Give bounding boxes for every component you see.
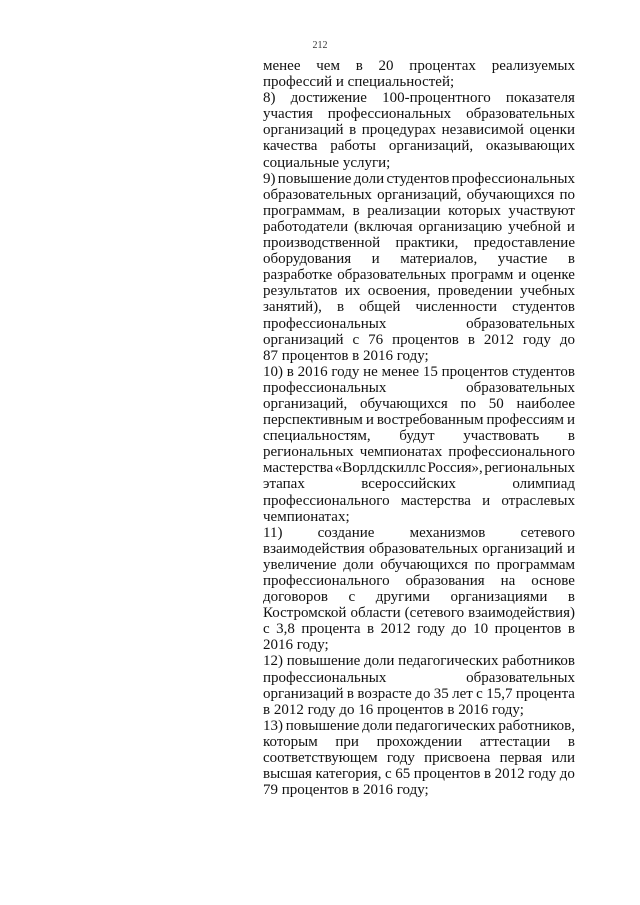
word: основе (531, 573, 575, 589)
text-line (263, 750, 575, 766)
text-line (263, 718, 575, 734)
text-line (263, 138, 575, 154)
word: аттестации (479, 733, 551, 750)
word: повышение (277, 170, 352, 187)
word: 20 (378, 58, 394, 74)
text-line (263, 219, 575, 235)
word: программ (451, 267, 514, 284)
word: 13) (263, 717, 283, 734)
word: реализации (367, 202, 441, 219)
word: по (474, 556, 491, 573)
word: до (559, 331, 575, 348)
word: образования (405, 573, 485, 589)
word: повышение (286, 653, 361, 670)
word: в (484, 766, 492, 783)
text-line (263, 171, 575, 187)
text-line (263, 348, 575, 364)
word: программам, (263, 202, 346, 219)
text-line (263, 364, 575, 380)
word: 35 (433, 685, 449, 702)
word: в (336, 299, 345, 316)
word: чемпионатах (359, 444, 443, 461)
word: оценке (531, 267, 575, 284)
word: образовательных (263, 186, 372, 203)
word: менее (381, 363, 420, 380)
text-line (263, 122, 575, 138)
word: отраслевых (501, 492, 575, 509)
word: профессионального (263, 573, 390, 589)
word: региональных (263, 444, 354, 461)
word: 2012 (380, 621, 411, 638)
word: и (566, 218, 575, 235)
word: образовательных (466, 106, 575, 123)
text-line (263, 90, 575, 106)
text-line (263, 203, 575, 219)
word: и (365, 412, 374, 429)
word: процента (515, 685, 575, 702)
word: профессиональных (327, 106, 452, 123)
word: педагогических (398, 653, 499, 670)
word: доли (364, 653, 395, 670)
word: организаций (482, 540, 563, 557)
word: результатов (263, 283, 338, 300)
word: проведении (437, 283, 513, 300)
text-line (263, 155, 575, 171)
word: увеличение (263, 556, 337, 573)
word: участие (497, 251, 548, 268)
word: участвуют (508, 202, 575, 219)
word: году (417, 621, 446, 638)
word: этапах (263, 476, 305, 493)
text-line (263, 525, 575, 541)
word: организаций, (388, 138, 474, 155)
text-line (263, 557, 575, 573)
word: обучающихся (380, 556, 468, 573)
word: году (331, 363, 360, 380)
word: процентах (409, 58, 476, 74)
word: взаимодействия) (468, 605, 575, 622)
word: образовательных (466, 379, 575, 396)
word: наиболее (516, 395, 575, 412)
word: всероссийских (361, 476, 456, 493)
word: 87 процентов в 2016 году; (263, 347, 429, 364)
word: доли (353, 170, 385, 187)
word: работы (330, 138, 376, 155)
word: образовательных (466, 315, 575, 332)
word: с (476, 685, 483, 702)
text-line (263, 605, 575, 621)
text-line (263, 251, 575, 267)
word: сетевого (520, 524, 575, 541)
word: качества (263, 138, 318, 155)
word: не (363, 363, 378, 380)
word: профессиональных (263, 669, 387, 686)
word: в (567, 621, 575, 638)
word: их (344, 283, 361, 300)
text-line (263, 541, 575, 557)
word: предоставление (473, 235, 575, 252)
word: региональных (484, 460, 575, 477)
word: 100-процентного (382, 90, 491, 107)
word: до (559, 766, 575, 783)
word: общей (359, 299, 401, 316)
text-line (263, 509, 575, 525)
word: студентов (512, 363, 575, 380)
word: другими (375, 589, 430, 606)
text-line (263, 637, 575, 653)
text-line (263, 332, 575, 348)
word: в (355, 58, 363, 74)
word: 15,7 (486, 685, 513, 702)
word: процента (301, 621, 361, 638)
word: которых (448, 202, 501, 219)
word: повышение (285, 717, 360, 734)
word: профессионального (263, 492, 390, 509)
word: на (500, 573, 516, 589)
word: работодатели (263, 218, 349, 235)
word: взаимодействия (263, 540, 365, 557)
word: работников (502, 653, 575, 670)
word: образовательных (337, 267, 447, 284)
text-line (263, 74, 575, 90)
word: мастерства (400, 492, 471, 509)
word: 9) (263, 170, 276, 187)
word: процентов (441, 363, 509, 380)
text-line (263, 396, 575, 412)
text-line (263, 106, 575, 122)
word: механизмов (409, 524, 486, 541)
word: разработке (263, 267, 333, 284)
word: профессий и специальностей; (263, 74, 455, 91)
word: освоения, (367, 283, 431, 300)
word: оказывающих (485, 138, 575, 155)
text-line (263, 412, 575, 428)
word: организаций, (263, 395, 348, 412)
word: с (385, 766, 392, 783)
word: 76 (368, 331, 384, 348)
word: Костромской (263, 605, 347, 622)
word: Россия», (427, 460, 483, 477)
word: в (567, 589, 575, 606)
word: показателя (505, 90, 575, 107)
word: обучающихся (360, 395, 448, 412)
word: в (567, 733, 575, 750)
word: занятий), (263, 299, 322, 316)
word: с (348, 589, 356, 606)
word: области (350, 605, 401, 622)
word: перспективным (263, 412, 363, 429)
word: с (352, 331, 360, 348)
word: в (352, 202, 360, 219)
word: учебной (508, 218, 562, 235)
word: в (349, 122, 357, 139)
word: в (286, 363, 294, 380)
text-line (263, 702, 575, 718)
word: году (522, 331, 551, 348)
word: высшая (263, 766, 312, 783)
text-line (263, 460, 575, 476)
word: создание (317, 524, 375, 541)
word: 12) (263, 653, 283, 670)
word: профессиональных (263, 315, 387, 332)
word: численности (415, 299, 498, 316)
word: лет (452, 685, 473, 702)
word: обучающихся (466, 186, 555, 203)
word: в (346, 685, 354, 702)
word: организаций, (377, 186, 462, 203)
word: достижение (290, 90, 367, 107)
word: и (518, 267, 527, 284)
word: в 2012 году до 16 процентов в 2016 году; (263, 701, 524, 718)
paragraph (263, 58, 575, 90)
text-line (263, 653, 575, 669)
word: студентов (512, 299, 575, 316)
word: производственной (263, 235, 381, 252)
text-line (263, 734, 575, 750)
word: 2012 (483, 331, 514, 348)
word: до (415, 685, 431, 702)
word: 2016 (297, 363, 328, 380)
paragraph (263, 171, 575, 364)
word: специальностям, (263, 428, 371, 445)
text-line (263, 589, 575, 605)
word: будут (399, 428, 435, 445)
word: олимпиад (512, 476, 575, 493)
word: профессиям (486, 412, 565, 429)
word: участия (263, 106, 313, 123)
word: по (559, 186, 575, 203)
text-line (263, 58, 575, 74)
word: и (482, 492, 491, 509)
word: участвовать (463, 428, 540, 445)
word: организациями (450, 589, 548, 606)
text-line (263, 670, 575, 686)
word: по (460, 395, 477, 412)
text-line (263, 782, 575, 798)
word: материалов, (400, 251, 478, 268)
word: возрасте (357, 685, 412, 702)
word: и (566, 540, 575, 557)
word: «Ворлдскиллс (334, 460, 426, 477)
word: 50 (488, 395, 504, 412)
word: профессиональных (451, 170, 575, 187)
word: с (263, 621, 270, 638)
word: прохождении (376, 733, 463, 750)
word: первая (499, 750, 543, 767)
word: организаций (263, 331, 344, 348)
word: независимой (441, 122, 524, 139)
word: оценки (529, 122, 575, 139)
word: в (467, 331, 475, 348)
paragraph (263, 364, 575, 525)
word: и (566, 412, 575, 429)
word: оборудования (263, 251, 352, 268)
text-line (263, 493, 575, 509)
word: образовательных (369, 540, 478, 557)
word: 10 (473, 621, 489, 638)
word: программам (496, 556, 575, 573)
word: 65 (395, 766, 411, 783)
word: (включая (354, 218, 413, 235)
word: социальные услуги; (263, 154, 391, 171)
word: присвоена (424, 750, 491, 767)
word: 8) (263, 90, 276, 107)
text-line (263, 621, 575, 637)
paragraph (263, 525, 575, 654)
word: практики, (395, 235, 459, 252)
word: до (451, 621, 467, 638)
word: 79 процентов в 2016 году; (263, 782, 429, 799)
page-number: 212 (312, 40, 328, 51)
text-line (263, 686, 575, 702)
word: доли (362, 717, 393, 734)
word: в (567, 428, 575, 445)
word: студентов (386, 170, 450, 187)
text-line (263, 476, 575, 492)
word: процентов (392, 331, 459, 348)
word: педагогических (395, 717, 496, 734)
word: чемпионатах; (263, 508, 350, 525)
word: мастерства (263, 460, 334, 477)
word: году (528, 766, 557, 783)
word: чем (316, 58, 340, 74)
word: в (567, 251, 575, 268)
word: процедурах (361, 122, 437, 139)
word: учебных (520, 283, 575, 300)
word: организаций (263, 122, 344, 139)
word: менее (263, 58, 301, 74)
document-body (263, 58, 575, 798)
word: соответствующем (263, 750, 378, 767)
text-line (263, 235, 575, 251)
word: году (386, 750, 415, 767)
word: и (371, 251, 380, 268)
word: 2012 (494, 766, 525, 783)
word: доли (343, 556, 374, 573)
word: процентов (494, 621, 562, 638)
text-line (263, 316, 575, 332)
word: которым (263, 733, 318, 750)
text-line (263, 428, 575, 444)
word: (сетевого (404, 605, 465, 622)
paragraph (263, 718, 575, 798)
word: 15 (422, 363, 438, 380)
text-line (263, 444, 575, 460)
word: профессиональных (263, 379, 387, 396)
text-line (263, 187, 575, 203)
word: организацию (418, 218, 503, 235)
word: образовательных (466, 669, 575, 686)
paragraph (263, 653, 575, 717)
word: реализуемых (491, 58, 575, 74)
word: организаций (263, 685, 344, 702)
word: востребованным (376, 412, 484, 429)
word: 10) (263, 363, 283, 380)
text-line (263, 380, 575, 396)
word: 2016 году; (263, 637, 329, 654)
word: процентов (413, 766, 481, 783)
word: или (551, 750, 575, 767)
text-line (263, 283, 575, 299)
paragraph (263, 90, 575, 170)
text-line (263, 299, 575, 315)
word: в (367, 621, 375, 638)
text-line (263, 267, 575, 283)
word: профессионального (448, 444, 575, 461)
word: при (335, 733, 359, 750)
text-line (263, 766, 575, 782)
word: работников, (498, 717, 575, 734)
text-line (263, 573, 575, 589)
word: договоров (263, 589, 328, 606)
word: 3,8 (276, 621, 295, 638)
word: категория, (315, 766, 382, 783)
word: 11) (263, 524, 283, 541)
